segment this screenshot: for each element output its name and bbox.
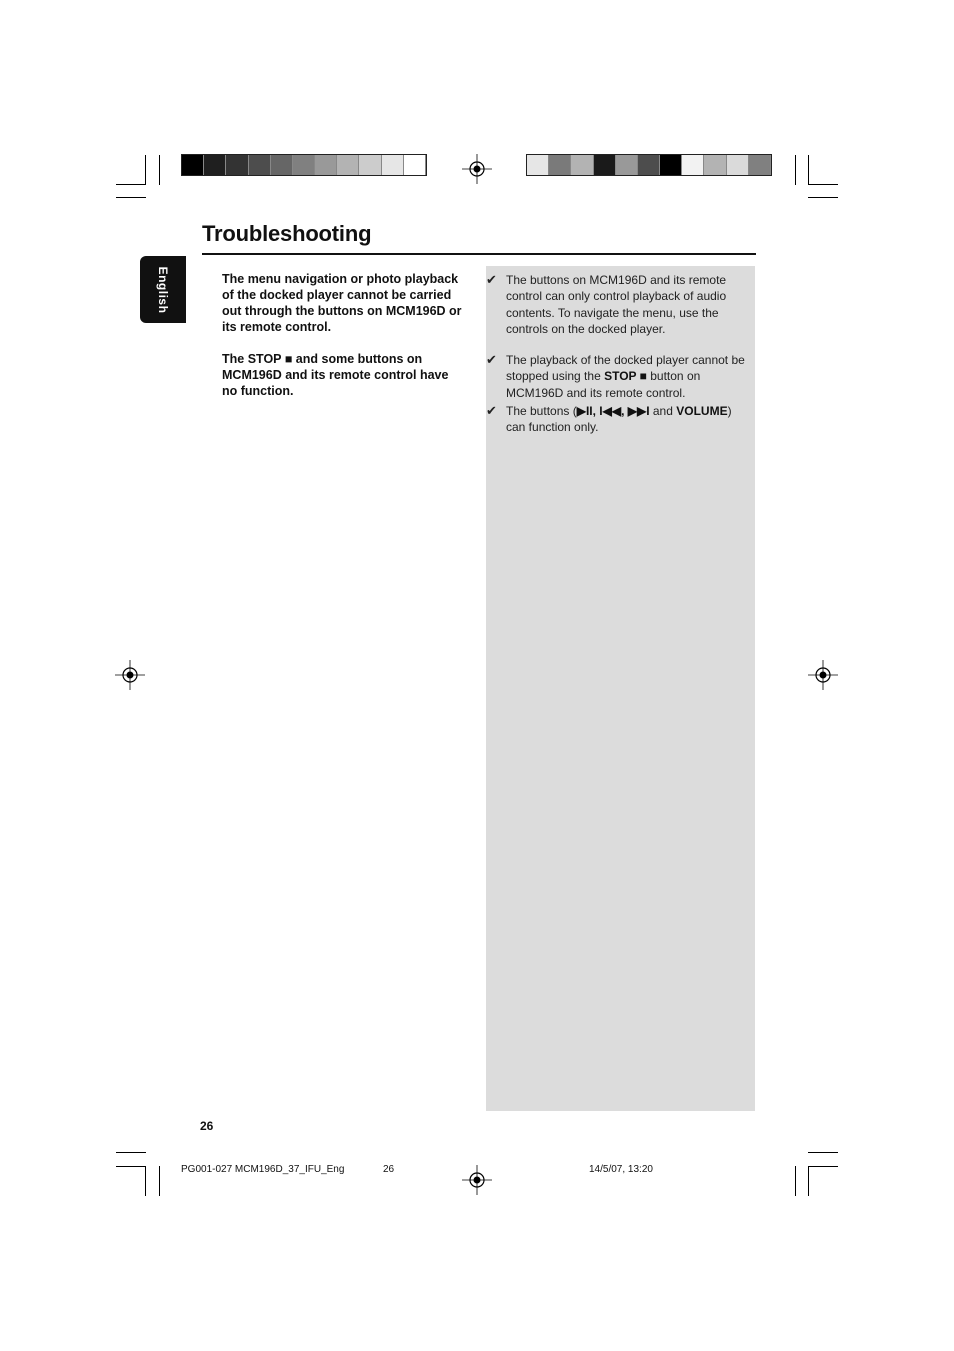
crop-mark (145, 155, 146, 185)
registration-mark-icon (462, 154, 492, 184)
registration-mark-icon (115, 660, 145, 690)
title-rule (202, 253, 756, 255)
crop-mark (808, 197, 838, 198)
color-swatch (638, 155, 660, 175)
color-swatch (315, 155, 337, 175)
registration-mark-icon (462, 1165, 492, 1195)
color-swatch (594, 155, 616, 175)
registration-mark-icon (808, 660, 838, 690)
crop-mark (116, 1166, 146, 1167)
page-number: 26 (200, 1119, 214, 1133)
color-swatch (549, 155, 571, 175)
solution-text: The buttons on MCM196D and its remote control can only control playback of audio contents. To navigate the menu, use the controls on the docked player. (506, 273, 727, 336)
color-swatch (226, 155, 248, 175)
color-swatch (337, 155, 359, 175)
check-icon: ✔ (486, 352, 497, 367)
stop-icon: ■ (284, 352, 293, 366)
color-swatch (704, 155, 726, 175)
color-swatch (682, 155, 704, 175)
color-swatch (616, 155, 638, 175)
color-bar-left (181, 154, 427, 176)
crop-mark (808, 1166, 838, 1167)
color-swatch (527, 155, 549, 175)
language-tab (140, 256, 186, 323)
color-swatch (727, 155, 749, 175)
crop-mark (159, 1166, 160, 1196)
language-tab-label: English (156, 266, 170, 313)
color-swatch (271, 155, 293, 175)
crop-mark (808, 1166, 809, 1196)
problem-text: The menu navigation or photo playback of the docked player cannot be carried out through the buttons on MCM196D or its remote control. (222, 272, 462, 334)
problem-text: The STOP ■ and some buttons on MCM196D and its remote control have no function. (222, 352, 449, 398)
color-swatch (249, 155, 271, 175)
crop-mark (808, 1152, 838, 1153)
crop-mark (116, 184, 146, 185)
crop-mark (795, 1166, 796, 1196)
color-swatch (660, 155, 682, 175)
crop-mark (808, 184, 838, 185)
page-title: Troubleshooting (202, 221, 372, 246)
footer-datetime: 14/5/07, 13:20 (589, 1164, 653, 1175)
color-bar-right (526, 154, 772, 176)
footer-file: PG001-027 MCM196D_37_IFU_Eng (181, 1164, 345, 1175)
crop-mark (116, 1152, 146, 1153)
check-icon: ✔ (486, 272, 497, 287)
solution-text: The buttons (▶II, I◀◀, ▶▶I and VOLUME) can function only. (506, 404, 732, 435)
color-swatch (382, 155, 404, 175)
color-swatch (404, 155, 426, 175)
color-swatch (749, 155, 771, 175)
check-icon: ✔ (486, 403, 497, 418)
crop-mark (159, 155, 160, 185)
crop-mark (795, 155, 796, 185)
color-swatch (293, 155, 315, 175)
footer-page: 26 (383, 1164, 395, 1175)
crop-mark (145, 1166, 146, 1196)
playback-buttons-icon: ▶II, I◀◀, ▶▶I (576, 404, 650, 418)
color-swatch (204, 155, 226, 175)
crop-mark (116, 197, 146, 198)
crop-mark (808, 155, 809, 185)
solution-text: The playback of the docked player cannot be stopped using the STOP ■ button on MCM196D and its remote control. (506, 353, 745, 400)
color-swatch (571, 155, 593, 175)
color-swatch (182, 155, 204, 175)
color-swatch (359, 155, 381, 175)
